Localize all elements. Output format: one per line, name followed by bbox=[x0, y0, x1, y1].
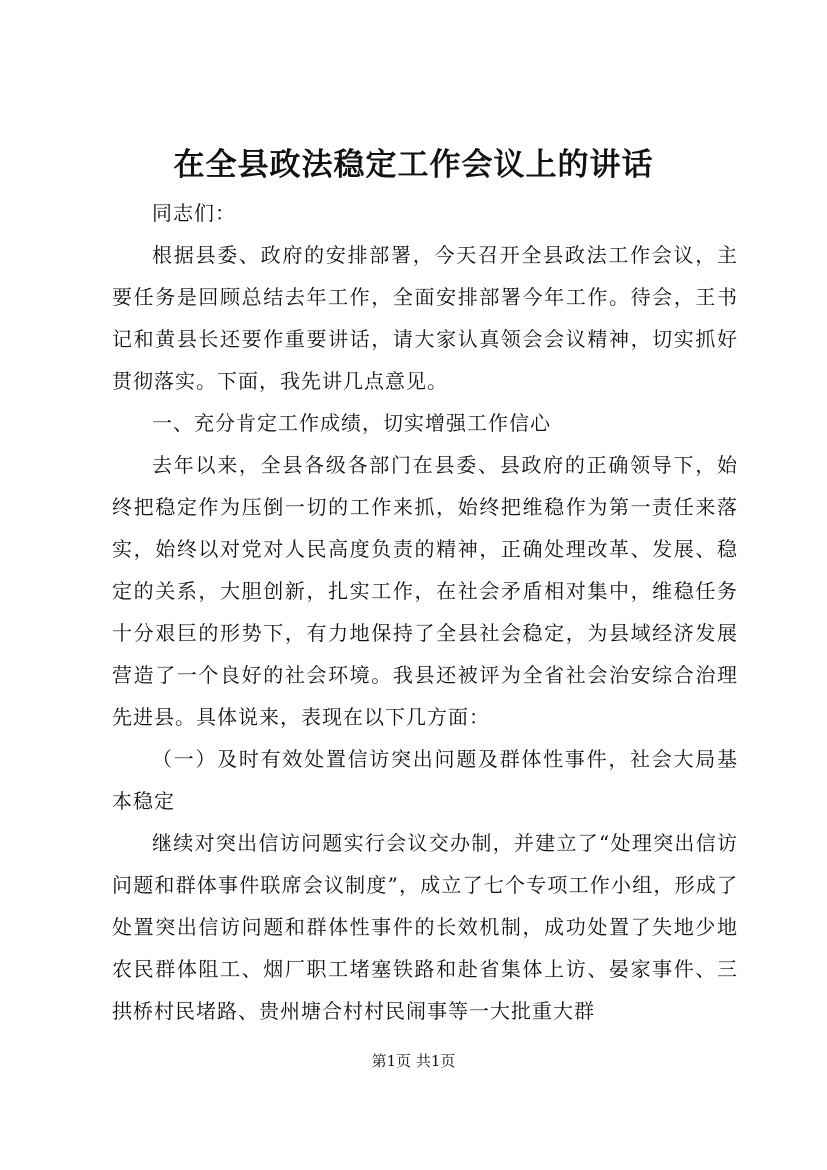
paragraph: 根据县委、政府的安排部署，今天召开全县政法工作会议，主要任务是回顾总结去年工作，全面安排部署今年工作。待会，王书记和黄县长还要作重要讲话，请大家认真领会会议精神，切实抓好贯彻落实。下面，我先讲几点意见。 bbox=[112, 243, 738, 393]
document-body bbox=[112, 192, 738, 1032]
page-footer: 第1页 共1页 bbox=[371, 1052, 456, 1070]
paragraph: 去年以来，全县各级各部门在县委、县政府的正确领导下，始终把稳定作为压倒一切的工作来抓，始终把维稳作为第一责任来落实，始终以对党对人民高度负责的精神，正确处理改革、发展、稳定的关系，大胆创新，扎实工作，在社会矛盾相对集中，维稳任务十分艰巨的形势下，有力地保持了全县社会稳定，为县域经济发展营造了一个良好的社会环境。我县还被评为全省社会治安综合治理先进县。具体说来，表现在以下几方面： bbox=[112, 453, 738, 729]
document-title: 在全县政法稳定工作会议上的讲话 bbox=[173, 147, 654, 183]
section-heading: 一、充分肯定工作成绩，切实增强工作信心 bbox=[152, 411, 551, 435]
subsection-heading: （一）及时有效处置信访突出问题及群体性事件，社会大局基本稳定 bbox=[112, 747, 738, 813]
paragraph: 继续对突出信访问题实行会议交办制，并建立了“处理突出信访问题和群体事件联席会议制度”，成立了七个专项工作小组，形成了处置突出信访问题和群体性事件的长效机制，成功处置了失地少地农民群体阻工、烟厂职工堵塞铁路和赴省集体上访、晏家事件、三拱桥村民堵路、贵州塘合村村民闹事等一大批重大群 bbox=[112, 831, 738, 1023]
greeting: 同志们： bbox=[152, 201, 236, 225]
